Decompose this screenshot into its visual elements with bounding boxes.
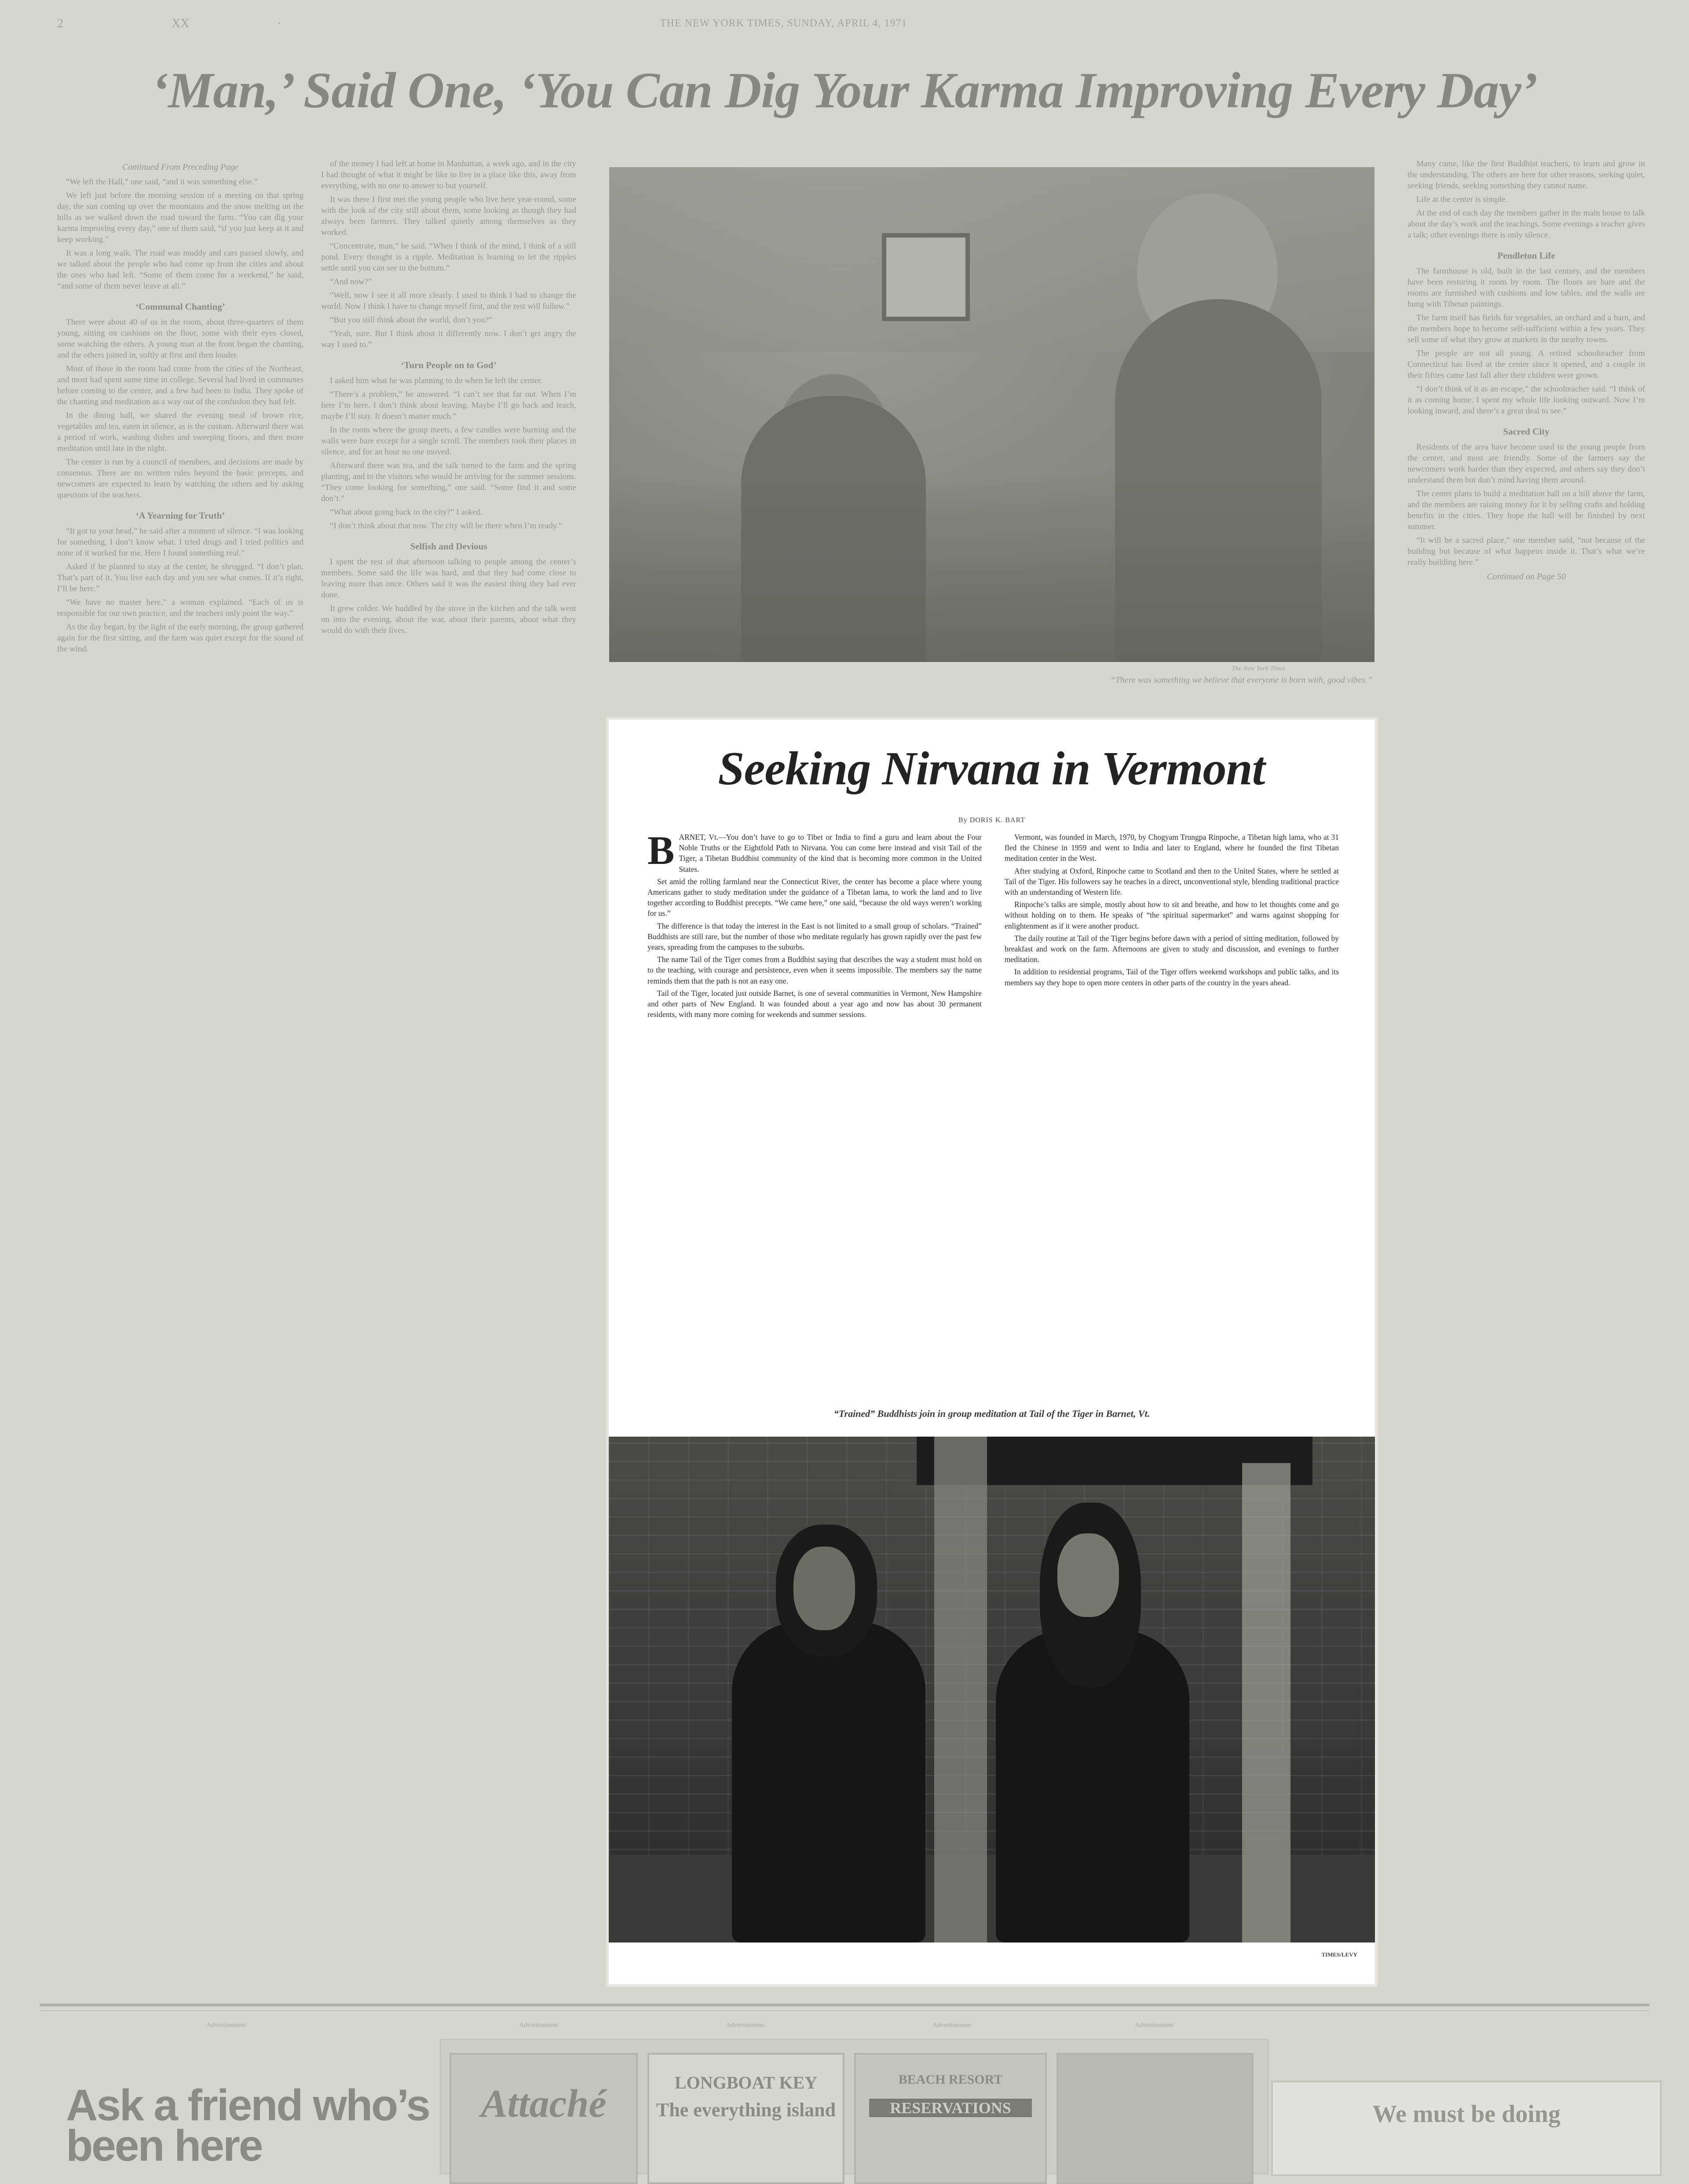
paragraph: At the end of each day the members gather in the main house to talk about the day’s work and the teachings. Some evenings a teacher gives a talk; other evenings there is only silence. bbox=[1408, 209, 1645, 240]
photo-crowd-shade bbox=[609, 475, 1375, 662]
ad-label: Advertisement bbox=[726, 2022, 765, 2029]
paragraph: of the money I had left at home in Manhattan, a week ago, and in the city I had thought of what it might be like to live in a place like this, away from everything, with no one to answer to but yourself. bbox=[321, 159, 576, 190]
ad-title: BEACH RESORT bbox=[898, 2072, 1003, 2087]
paragraph: I asked him what he was planning to do when he left the center. bbox=[330, 376, 543, 385]
ad-label: Advertisement bbox=[519, 2022, 558, 2029]
paragraph: It was there I first met the young people who live here year-round, some with the look of the city still about them, some looking as though they had always been farmers. They talked quietly among themselves as they worked. bbox=[321, 195, 576, 237]
paragraph: It was a long walk. The road was muddy and cars passed slowly, and we talked about the people who had come up from the cities and about the ones who had left. “Some of them come for a weekend,” he said, “and some of them never leave at all.” bbox=[57, 249, 303, 291]
paragraph: The daily routine at Tail of the Tiger begins before dawn with a period of sitting meditation, followed by breakfast and work on the farm. Afternoons are given to study and discussion, and evenings to further meditation. bbox=[1005, 933, 1339, 964]
paragraph: “It will be a sacred place,” one member said, “not because of the building but because of what happens inside it. That’s what we’re really building here.” bbox=[1408, 536, 1645, 567]
paragraph: “Yeah, sure. But I think about it differently now. I don’t get angry the way I used to.” bbox=[321, 329, 576, 349]
paragraph: Asked if he planned to stay at the center, he shrugged. “I don’t plan. That’s part of it. You live each day and you see what comes. If it’s right, I’ll be here.” bbox=[57, 562, 303, 593]
page-number: 2 bbox=[57, 17, 63, 30]
top-photo-credit: The New York Times bbox=[1232, 665, 1286, 672]
paragraph: “But you still think about the world, don’t you?” bbox=[330, 315, 493, 325]
paragraph: Most of those in the room had come from the cities of the Northeast, and most had spent some time in college. Several had lived in communes before coming to the center, and a few had been to India. They spoke of the chanting and meditation as a way out of the confusion they had felt. bbox=[57, 364, 303, 406]
folio-line bbox=[57, 12, 1632, 30]
photo-person bbox=[732, 1621, 925, 1943]
paragraph: “What about going back to the city?” I asked. bbox=[330, 508, 483, 517]
ad-label: Advertisement bbox=[932, 2022, 972, 2029]
ad-ask-a-friend: Ask a friend who’s been here bbox=[66, 2081, 429, 2170]
paragraph: “Concentrate, man,” he said. “When I think of the mind, I think of a still pond. Every thought is a ripple. Meditation is learning to let the ripples settle until you can see to the bottom.” bbox=[321, 241, 576, 273]
ad-box-resort bbox=[854, 2053, 1047, 2184]
ad-strip bbox=[440, 2039, 1269, 2174]
paragraph: Rinpoche’s talks are simple, mostly about how to sit and breathe, and how to let thoughts come and go without holding on to them. He speaks of “the spiritual supermarket” and warns against shopping for enlightenment as if it were another product. bbox=[1005, 900, 1339, 930]
paragraph: The center plans to build a meditation hall on a hill above the farm, and the members are raising money for it by selling crafts and holding benefits in the cities. They hope the hall will be finished by next summer. bbox=[1408, 489, 1645, 531]
continued-from-line: Continued From Preceding Page bbox=[122, 162, 239, 172]
paragraph: I spent the rest of that afternoon talking to people among the center’s members. Some said the life was hard, and that they had come close to leaving more than once. Others said it was the easiest thing they had ever done. bbox=[321, 557, 576, 600]
paragraph: Life at the center is simple. bbox=[1416, 195, 1507, 204]
paragraph: Many came, like the first Buddhist teachers, to learn and grow in the understanding. The others are here for other reasons, seeking quiet, seeking friends, seeking something they cannot name. bbox=[1408, 159, 1645, 190]
paragraph: “It got to your head,” he said after a moment of silence. “I was looking for something, I don’t know what. I tried drugs and I tried politics and none of it worked for me. Here I found something real.” bbox=[57, 527, 303, 558]
paragraph: The center is run by a council of members, and decisions are made by consensus. There are no written rules beyond the basic precepts, and newcomers are expected to learn by watching the others and by asking questions of the teachers. bbox=[57, 457, 303, 500]
article-column-2 bbox=[321, 158, 576, 1953]
bottom-rule-thin bbox=[40, 2010, 1649, 2011]
ad-label: Advertisement bbox=[207, 2022, 246, 2029]
ad-title: LONGBOAT KEY bbox=[674, 2073, 818, 2093]
paragraph: “We have no master here,” a woman explained. “Each of us is responsible for our own practice, and the teachers only point the way.” bbox=[57, 598, 303, 618]
feature-photo-credit: TIMES/LEVY bbox=[1321, 1951, 1357, 1958]
paragraph: After studying at Oxford, Rinpoche came to Scotland and then to the United States, where he settled at Tail of the Tiger. His followers say he teaches in a direct, unconventional style, blending traditional practice with an understanding of Western life. bbox=[1005, 866, 1339, 897]
paragraph: “I don’t think about that now. The city will be there when I’m ready.” bbox=[330, 521, 563, 530]
masthead-date-line: THE NEW YORK TIMES, SUNDAY, APRIL 4, 1971 bbox=[660, 18, 907, 29]
ad-subtitle: RESERVATIONS bbox=[869, 2099, 1032, 2117]
paragraph: In addition to residential programs, Tail of the Tiger offers weekend workshops and public talks, and its members say they hope to open more centers in other parts of the country in the years ahead. bbox=[1005, 967, 1339, 987]
paragraph: “There’s a problem,” he answered. “I can’t see that far out. When I’m here I’m here. I don’t think about leaving. Maybe I’ll go back and teach, maybe I’ll stay. It doesn’t matter much.” bbox=[321, 390, 576, 421]
ad-label: Advertisement bbox=[1135, 2022, 1174, 2029]
top-photo-caption: “There was something we believe that everyone is born with, good vibes.” bbox=[1110, 675, 1372, 685]
subheading: Pendleton Life bbox=[1497, 250, 1555, 261]
paragraph: The difference is that today the interest in the East is not limited to a small group of scholars. “Trained” Buddhists are still rare, but the number of those who meditate regularly has grown rapidly over the past few years, spreading from the campuses to the suburbs. bbox=[647, 921, 982, 952]
top-photo-crowd bbox=[609, 167, 1375, 662]
continued-on-line: Continued on Page 50 bbox=[1487, 572, 1566, 582]
paragraph: We left just before the morning session of a meeting on that spring day, the sun coming up over the mountains and the snow melting on the hills as we walked down the road toward the farm. “You can dig your karma improving every day,” one of them said, “if you just keep at it and keep working.” bbox=[57, 191, 303, 244]
folio-mark: · bbox=[277, 17, 282, 30]
subheading: Selfish and Devious bbox=[410, 541, 487, 552]
photo-person-face bbox=[793, 1547, 855, 1630]
feature-photo-meditators bbox=[609, 1437, 1375, 1943]
paragraph: In the dining hall, we shared the evening meal of brown rice, vegetables and tea, eaten in silence, as is the custom. Afterward there was a period of work, washing dishes and sweeping floors, and then more meditation until late in the night. bbox=[57, 411, 303, 453]
ad-box-attache bbox=[450, 2053, 638, 2184]
paragraph: In the room where the group meets, a few candles were burning and the walls were bare except for a single scroll. The members took their places in silence, and for an hour no one moved. bbox=[321, 425, 576, 457]
bottom-rule bbox=[40, 2004, 1649, 2006]
subheading: ‘Communal Chanting’ bbox=[135, 301, 225, 312]
paragraph: There were about 40 of us in the room, about three-quarters of them young, sitting on cushions on the floor, some with their eyes closed, some watching the others. A young man at the front began the chanting, and the others joined in, softly at first and then louder. bbox=[57, 318, 303, 360]
paragraph: It grew colder. We huddled by the stove in the kitchen and the talk went on into the evening, about the war, about their parents, about what they would do with their lives. bbox=[321, 604, 576, 635]
ad-right-text: We must be doing bbox=[1372, 2100, 1561, 2128]
ad-right-box bbox=[1271, 2081, 1662, 2176]
feature-photo-caption: “Trained” Buddhists join in group meditation at Tail of the Tiger in Barnet, Vt. bbox=[834, 1408, 1150, 1419]
photo-window bbox=[882, 233, 970, 321]
subheading: ‘Turn People on to God’ bbox=[401, 360, 497, 370]
paragraph: Tail of the Tiger, located just outside Barnet, is one of several communities in Vermont, New Hampshire and other parts of New England. It was founded about a year ago and now has about 30 permanent residents, with many more coming for weekends and summer sessions. bbox=[647, 988, 982, 1019]
drop-cap: B bbox=[647, 832, 675, 873]
paragraph: As the day began, by the light of the early morning, the group gathered again for the first sitting, and the farm was quiet except for the sound of the wind. bbox=[57, 622, 303, 654]
paragraph: The farmhouse is old, built in the last century, and the members have been restoring it room by room. The floors are bare and the rooms are furnished with cushions and low tables, and the walls are hung with Tibetan paintings. bbox=[1408, 267, 1645, 309]
paragraph: Set amid the rolling farmland near the Connecticut River, the center has become a place where young Americans gather to study meditation under the guidance of a Tibetan lama, to work the land and to live together according to Buddhist precepts. “We came here,” one said, “because the old ways weren’t working for us.” bbox=[647, 877, 982, 918]
feature-column-2 bbox=[1005, 832, 1339, 1408]
paragraph: The farm itself has fields for vegetables, an orchard and a barn, and the members hope to become self-sufficient within a few years. They sell some of what they grow at markets in the nearby towns. bbox=[1408, 313, 1645, 344]
photo-post bbox=[1242, 1463, 1291, 1943]
paragraph: The name Tail of the Tiger comes from a Buddhist saying that describes the way a student must hold on to the teaching, with courage and persistence, even when it seems impossible. The members say the name reminds them that the path is not an easy one. bbox=[647, 955, 982, 985]
paragraph: Residents of the area have become used to the young people from the center, and most are friendly. Some of the farmers say the newcomers work harder than they expected, and others say they don’t understand them but don’t mind having them around. bbox=[1408, 443, 1645, 485]
ad-box-photo bbox=[1057, 2053, 1254, 2184]
paragraph: The people are not all young. A retired schoolteacher from Connecticut has lived at the center since it opened, and a couple in their fifties came last fall after their children were grown. bbox=[1408, 349, 1645, 380]
feature-box bbox=[606, 717, 1378, 1987]
page-headline: ‘Man,’ Said One, ‘You Can Dig Your Karma Improving Every Day’ bbox=[151, 62, 1538, 119]
paragraph: “Well, now I see it all more clearly. I used to think I had to change the world. Now I think I have to change myself first, and the rest will follow.” bbox=[321, 291, 576, 311]
paragraph: “We left the Hall,” one said, “and it was something else.” bbox=[66, 177, 258, 187]
ad-subtitle: The everything island bbox=[656, 2099, 836, 2121]
paragraph: Afterward there was tea, and the talk turned to the farm and the spring planting, and to the visitors who would be arriving for the summer sessions. “They come looking for something,” one said. “Some find it and some don’t.” bbox=[321, 461, 576, 503]
feature-byline: By DORIS K. BART bbox=[958, 816, 1025, 824]
paragraph: Vermont, was founded in March, 1970, by Chogyam Trungpa Rinpoche, a Tibetan high lama, who at 31 fled the Chinese in 1959 and went to India and later to England, where he founded the first Tibetan meditation center in the West. bbox=[1005, 833, 1339, 863]
photo-person-face bbox=[1057, 1533, 1119, 1617]
article-column-1 bbox=[57, 158, 303, 1953]
subheading: Sacred City bbox=[1503, 426, 1550, 437]
paragraph: BARNET, Vt.—You don’t have to go to Tibet or India to find a guru and learn about the Four Noble Truths or the Eightfold Path to Nirvana. You can come here instead and visit Tail of the Tiger, a Tibetan Buddhist community of the kind that is becoming more common in the United States. bbox=[647, 832, 982, 874]
feature-column-1 bbox=[647, 832, 982, 1408]
paragraph: “And now?” bbox=[330, 277, 372, 286]
paragraph: “I don’t think of it as an escape,” the schoolteacher said. “I think of it as coming home. I spent my whole life looking outward. Now I’m looking inward, and there’s a great deal to see.” bbox=[1408, 384, 1645, 416]
section-label: XX bbox=[172, 17, 190, 30]
ad-title: Attaché bbox=[481, 2082, 607, 2125]
subheading: ‘A Yearning for Truth’ bbox=[135, 510, 225, 521]
feature-title: Seeking Nirvana in Vermont bbox=[718, 743, 1265, 795]
ad-box-longboat bbox=[647, 2053, 844, 2184]
article-column-5 bbox=[1408, 158, 1645, 1953]
photo-post bbox=[934, 1437, 987, 1943]
